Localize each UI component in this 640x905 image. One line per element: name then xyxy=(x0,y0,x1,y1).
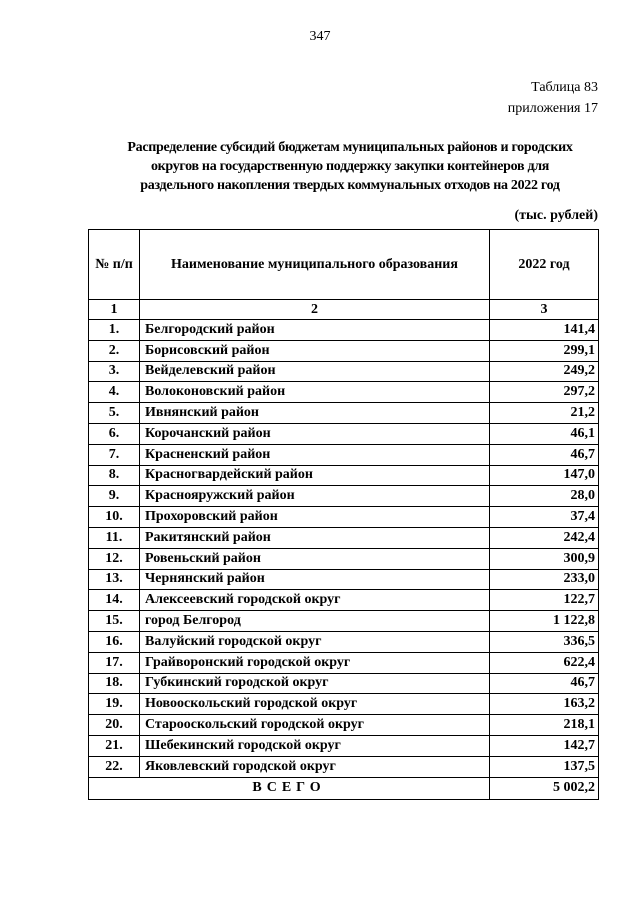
table-row xyxy=(89,569,599,590)
header-name: Наименование муниципального образования xyxy=(140,230,490,300)
subsidy-table xyxy=(88,229,599,800)
table-row xyxy=(89,611,599,632)
table-row xyxy=(89,631,599,652)
subsidy-value: 622,4 xyxy=(490,652,599,673)
row-number: 11. xyxy=(89,527,140,548)
total-value: 5 002,2 xyxy=(490,777,599,799)
subsidy-value: 137,5 xyxy=(490,756,599,777)
table-row xyxy=(89,735,599,756)
table-row xyxy=(89,652,599,673)
row-number: 17. xyxy=(89,652,140,673)
subsidy-value: 122,7 xyxy=(490,590,599,611)
row-number: 14. xyxy=(89,590,140,611)
row-number: 3. xyxy=(89,361,140,382)
subsidy-value: 163,2 xyxy=(490,694,599,715)
document-title xyxy=(60,138,640,195)
header-num: № п/п xyxy=(89,230,140,300)
table-row xyxy=(89,548,599,569)
municipality-name: Шебекинский городской округ xyxy=(140,735,490,756)
table-row xyxy=(89,361,599,382)
subsidy-value: 249,2 xyxy=(490,361,599,382)
table-row xyxy=(89,590,599,611)
table-row xyxy=(89,715,599,736)
table-row xyxy=(89,444,599,465)
municipality-name: Яковлевский городской округ xyxy=(140,756,490,777)
municipality-name: Грайворонский городской округ xyxy=(140,652,490,673)
row-number: 20. xyxy=(89,715,140,736)
municipality-name: Новооскольский городской округ xyxy=(140,694,490,715)
subsidy-value: 46,7 xyxy=(490,673,599,694)
municipality-name: Корочанский район xyxy=(140,423,490,444)
row-number: 13. xyxy=(89,569,140,590)
title-line1: Распределение субсидий бюджетам муниципальных районов и городских xyxy=(127,140,573,155)
municipality-name: Волоконовский район xyxy=(140,382,490,403)
subsidy-value: 1 122,8 xyxy=(490,611,599,632)
municipality-name: Губкинский городской округ xyxy=(140,673,490,694)
table-row xyxy=(89,423,599,444)
municipality-name: Краснояружский район xyxy=(140,486,490,507)
column-number: 1 xyxy=(89,300,140,320)
subsidy-value: 21,2 xyxy=(490,403,599,424)
table-row xyxy=(89,340,599,361)
row-number: 10. xyxy=(89,507,140,528)
subsidy-value: 242,4 xyxy=(490,527,599,548)
row-number: 19. xyxy=(89,694,140,715)
municipality-name: Прохоровский район xyxy=(140,507,490,528)
subsidy-value: 142,7 xyxy=(490,735,599,756)
row-number: 22. xyxy=(89,756,140,777)
title-line2: округов на государственную поддержку закупки контейнеров для xyxy=(150,159,550,174)
table-row xyxy=(89,486,599,507)
subsidy-value: 299,1 xyxy=(490,340,599,361)
row-number: 8. xyxy=(89,465,140,486)
subsidy-value: 297,2 xyxy=(490,382,599,403)
table-row xyxy=(89,527,599,548)
table-row xyxy=(89,694,599,715)
municipality-name: Красногвардейский район xyxy=(140,465,490,486)
municipality-name: Чернянский район xyxy=(140,569,490,590)
municipality-name: Валуйский городской округ xyxy=(140,631,490,652)
row-number: 12. xyxy=(89,548,140,569)
page-number: 347 xyxy=(309,29,331,44)
table-row xyxy=(89,673,599,694)
subsidy-value: 336,5 xyxy=(490,631,599,652)
column-number: 3 xyxy=(490,300,599,320)
table-reference-line2: приложения 17 xyxy=(507,101,598,116)
municipality-name: Ивнянский район xyxy=(140,403,490,424)
table-row xyxy=(89,382,599,403)
municipality-name: Красненский район xyxy=(140,444,490,465)
table-row xyxy=(89,403,599,424)
table-reference xyxy=(508,77,598,119)
total-label: ВСЕГО xyxy=(89,777,490,799)
subsidy-value: 46,7 xyxy=(490,444,599,465)
table-row xyxy=(89,756,599,777)
subsidy-value: 141,4 xyxy=(490,320,599,341)
units-label: (тыс. рублей) xyxy=(514,208,598,223)
table-row xyxy=(89,465,599,486)
subsidy-value: 218,1 xyxy=(490,715,599,736)
row-number: 16. xyxy=(89,631,140,652)
subsidy-value: 46,1 xyxy=(490,423,599,444)
municipality-name: Ракитянский район xyxy=(140,527,490,548)
column-number: 2 xyxy=(140,300,490,320)
municipality-name: Вейделевский район xyxy=(140,361,490,382)
row-number: 1. xyxy=(89,320,140,341)
municipality-name: Белгородский район xyxy=(140,320,490,341)
title-line3: раздельного накопления твердых коммунальных отходов на 2022 год xyxy=(140,178,560,193)
row-number: 6. xyxy=(89,423,140,444)
municipality-name: Борисовский район xyxy=(140,340,490,361)
municipality-name: Старооскольский городской округ xyxy=(140,715,490,736)
row-number: 21. xyxy=(89,735,140,756)
municipality-name: город Белгород xyxy=(140,611,490,632)
row-number: 5. xyxy=(89,403,140,424)
subsidy-value: 300,9 xyxy=(490,548,599,569)
subsidy-value: 28,0 xyxy=(490,486,599,507)
subsidy-value: 233,0 xyxy=(490,569,599,590)
subsidy-value: 37,4 xyxy=(490,507,599,528)
row-number: 15. xyxy=(89,611,140,632)
municipality-name: Ровеньский район xyxy=(140,548,490,569)
municipality-name: Алексеевский городской округ xyxy=(140,590,490,611)
row-number: 7. xyxy=(89,444,140,465)
subsidy-value: 147,0 xyxy=(490,465,599,486)
table-row xyxy=(89,507,599,528)
header-row xyxy=(89,230,599,300)
row-number: 4. xyxy=(89,382,140,403)
column-number-row xyxy=(89,300,599,320)
table-row xyxy=(89,320,599,341)
header-year: 2022 год xyxy=(490,230,599,300)
row-number: 18. xyxy=(89,673,140,694)
table-reference-line1: Таблица 83 xyxy=(531,80,598,95)
total-row xyxy=(89,777,599,799)
row-number: 2. xyxy=(89,340,140,361)
row-number: 9. xyxy=(89,486,140,507)
